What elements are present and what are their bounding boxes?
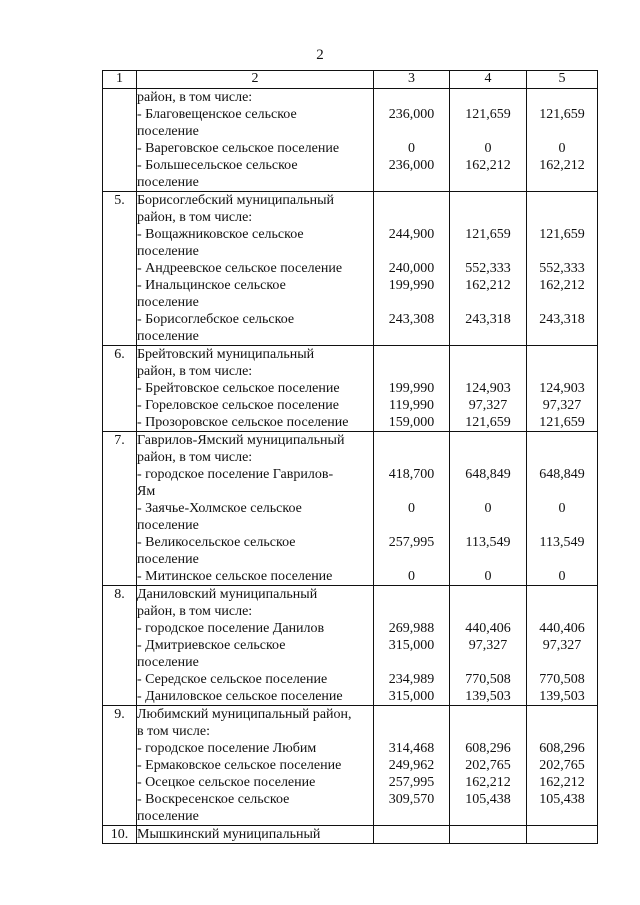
table-row — [103, 586, 598, 706]
header-cell-5: 5 — [527, 71, 598, 89]
row-number — [103, 89, 137, 192]
row-col4: 121,659 552,333 162,212 243,318 — [450, 192, 527, 346]
row-col3: 418,700 0 257,995 0 — [374, 432, 450, 586]
table-row — [103, 706, 598, 826]
row-col3: 236,000 0 236,000 — [374, 89, 450, 192]
row-number: 7. — [103, 432, 137, 586]
row-col5: 440,406 97,327 770,508 139,503 — [527, 586, 598, 706]
row-col3: 314,468 249,962 257,995 309,570 — [374, 706, 450, 826]
table-row — [103, 826, 598, 844]
row-name: Мышкинский муниципальный — [137, 826, 374, 844]
row-name: район, в том числе: - Благовещенское сельское поселение - Вареговское сельское поселение - Большесельское сельское поселение — [137, 89, 374, 192]
header-row — [103, 71, 598, 89]
row-col3: 199,990 119,990 159,000 — [374, 346, 450, 432]
row-name: Брейтовский муниципальный район, в том числе: - Брейтовское сельское поселение - Гореловское сельское поселение - Прозоровское сельское поселение — [137, 346, 374, 432]
row-name: Гаврилов-Ямский муниципальный район, в том числе: - городское поселение Гаврилов- Ям - Заячье-Холмское сельское поселение - Великосельское сельское поселение - Митинское сельское поселение — [137, 432, 374, 586]
table-row — [103, 192, 598, 346]
row-col4: 124,903 97,327 121,659 — [450, 346, 527, 432]
row-name: Даниловский муниципальный район, в том числе: - городское поселение Данилов - Дмитриевское сельское поселение - Середское сельское поселение - Даниловское сельское поселение — [137, 586, 374, 706]
header-cell-2: 2 — [137, 71, 374, 89]
header-cell-1: 1 — [103, 71, 137, 89]
table-row — [103, 346, 598, 432]
row-col3: 269,988 315,000 234,989 315,000 — [374, 586, 450, 706]
row-col5: 124,903 97,327 121,659 — [527, 346, 598, 432]
row-col5: 121,659 552,333 162,212 243,318 — [527, 192, 598, 346]
header-cell-4: 4 — [450, 71, 527, 89]
row-col5: 121,659 0 162,212 — [527, 89, 598, 192]
row-name: Борисоглебский муниципальный район, в том числе: - Вощажниковское сельское поселение - Андреевское сельское поселение - Инальцинское сельское поселение - Борисоглебское сельское поселение — [137, 192, 374, 346]
row-col4: 608,296 202,765 162,212 105,438 — [450, 706, 527, 826]
allocation-table — [102, 70, 598, 844]
table-row — [103, 432, 598, 586]
row-number: 5. — [103, 192, 137, 346]
row-name: Любимский муниципальный район, в том числе: - городское поселение Любим - Ермаковское сельское поселение - Осецкое сельское поселение - Воскресенское сельское поселение — [137, 706, 374, 826]
row-number: 8. — [103, 586, 137, 706]
row-col4: 648,849 0 113,549 0 — [450, 432, 527, 586]
row-number: 9. — [103, 706, 137, 826]
row-col3: 244,900 240,000 199,990 243,308 — [374, 192, 450, 346]
page-number: 2 — [316, 47, 324, 63]
table-row — [103, 89, 598, 192]
row-col5 — [527, 826, 598, 844]
row-number: 10. — [103, 826, 137, 844]
header-cell-3: 3 — [374, 71, 450, 89]
row-col4 — [450, 826, 527, 844]
row-col5: 648,849 0 113,549 0 — [527, 432, 598, 586]
row-col5: 608,296 202,765 162,212 105,438 — [527, 706, 598, 826]
row-number: 6. — [103, 346, 137, 432]
row-col4: 440,406 97,327 770,508 139,503 — [450, 586, 527, 706]
row-col4: 121,659 0 162,212 — [450, 89, 527, 192]
row-col3 — [374, 826, 450, 844]
